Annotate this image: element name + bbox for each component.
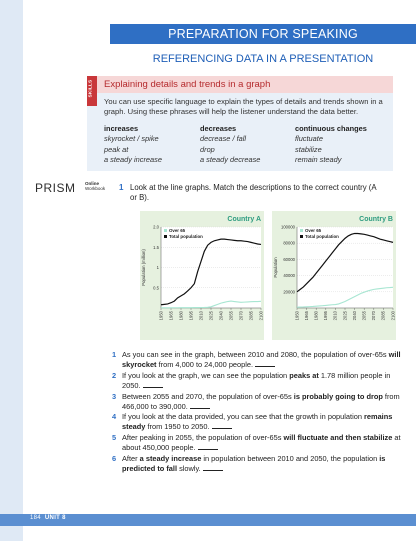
column-decreases: decreases decrease / fall drop a steady decrease — [200, 124, 261, 165]
section-header — [110, 24, 416, 44]
x-tick-label: 2070 — [238, 311, 244, 321]
chart-title: Country B — [359, 216, 393, 223]
legend-label: Total population — [305, 234, 339, 239]
x-tick-label: 2040 — [218, 311, 224, 321]
x-tick-label: 2055 — [361, 311, 367, 321]
x-tick-label: 1965 — [303, 311, 309, 321]
x-tick-label: 2025 — [208, 311, 214, 321]
legend-swatch — [164, 229, 167, 232]
legend-swatch — [300, 235, 303, 238]
x-tick-label: 2040 — [351, 311, 357, 321]
answer-blank[interactable] — [212, 423, 232, 429]
column-continuous-changes: continuous changes fluctuate stabilize remain steady — [295, 124, 367, 165]
y-tick-label: 100000 — [281, 224, 295, 230]
x-tick-label: 2010 — [332, 311, 338, 321]
x-tick-label: 1980 — [313, 311, 319, 321]
list-item: 1 As you can see in the graph, between 2010 and 2080, the population of over-65s will skyrocket from 4,000 to 24,000 people. — [112, 350, 401, 369]
legend-label: Over 65 — [169, 228, 186, 233]
legend-label: Over 65 — [305, 228, 322, 233]
x-tick-label: 2070 — [371, 311, 377, 321]
chart-svg — [140, 211, 264, 340]
x-tick-label: 2085 — [248, 311, 254, 321]
answer-blank[interactable] — [255, 361, 275, 367]
x-tick-label: 2010 — [198, 311, 204, 321]
skills-body: You can use specific language to explain the types of details and trends shown in a graph. Using these phrases will help the listener understand the data better. — [104, 97, 383, 116]
x-tick-label: 2085 — [380, 311, 386, 321]
section-subtitle: REFERENCING DATA IN A PRESENTATION — [152, 53, 374, 65]
answer-blank[interactable] — [203, 465, 223, 471]
legend-label: Total population — [169, 234, 203, 239]
answer-blank[interactable] — [190, 403, 210, 409]
legend-swatch — [300, 229, 303, 232]
prism-logo-subtitle: Online Workbook — [85, 181, 106, 191]
y-axis-label: Population (million) — [141, 249, 146, 286]
footer — [30, 515, 66, 521]
x-tick-label: 1995 — [323, 311, 329, 321]
list-item: 2 If you look at the graph, we can see the population peaks at 1.78 million people in 2050. — [112, 370, 391, 390]
skills-box — [87, 76, 393, 171]
question-text: Look at the line graphs. Match the descriptions to the correct country (A or B). — [130, 183, 377, 202]
unit-label: UNIT 8 — [44, 515, 66, 521]
y-tick-label: 80000 — [283, 240, 295, 246]
x-tick-label: 1950 — [294, 311, 300, 321]
x-tick-label: 2025 — [342, 311, 348, 321]
list-item: 3 Between 2055 and 2070, the population of over-65s is probably going to drop from 466,000 to 390,000. — [112, 391, 400, 411]
legend-swatch — [164, 235, 167, 238]
skills-title: Explaining details and trends in a graph — [104, 79, 271, 90]
list-item: 4 If you look at the data provided, you can see that the growth in population remains steady from 1950 to 2050. — [112, 412, 393, 432]
y-tick-label: 20000 — [283, 289, 295, 295]
prism-logo: PRISM — [35, 181, 76, 195]
list-item: 6 After a steady increase in population between 2010 and 2050, the population is predicted to fall slowly. — [112, 454, 386, 473]
x-tick-label: 2100 — [258, 311, 264, 321]
chart-country-b — [272, 211, 396, 340]
list-item: 5 After peaking in 2055, the population of over-65s will fluctuate and then stabilize at about 450,000 people. — [112, 433, 401, 453]
y-tick-label: 0.5 — [153, 285, 159, 291]
y-tick-label: 1.5 — [153, 244, 159, 250]
y-tick-label: 1 — [156, 265, 159, 270]
y-axis-label: Population — [273, 257, 278, 278]
y-tick-label: 40000 — [283, 273, 295, 279]
description-list — [112, 350, 402, 475]
x-tick-label: 1980 — [178, 311, 184, 321]
y-tick-label: 60000 — [283, 256, 295, 262]
page-number: 184 — [30, 515, 41, 521]
x-tick-label: 2055 — [228, 311, 234, 321]
y-tick-label: 2.0 — [153, 224, 159, 230]
answer-blank[interactable] — [198, 444, 218, 450]
x-tick-label: 1950 — [158, 311, 164, 321]
x-tick-label: 2100 — [390, 311, 396, 321]
section-title: PREPARATION FOR SPEAKING — [168, 27, 358, 41]
answer-blank[interactable] — [143, 382, 163, 388]
left-margin-strip — [0, 0, 23, 541]
chart-title: Country A — [227, 216, 261, 223]
x-tick-label: 1995 — [188, 311, 194, 321]
question-number: 1 — [119, 183, 124, 192]
column-increases: increases skyrocket / spike peak at a steady increase — [104, 124, 162, 165]
chart-country-a — [140, 211, 264, 340]
skills-tab: SKILLS — [87, 76, 97, 106]
x-tick-label: 1965 — [168, 311, 174, 321]
chart-svg — [272, 211, 396, 340]
